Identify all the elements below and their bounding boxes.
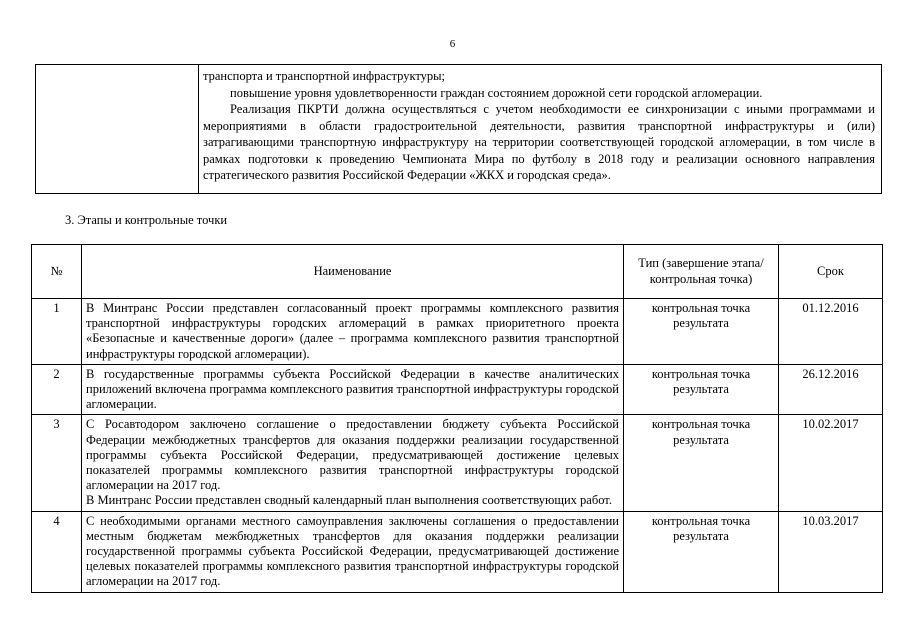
header-name: Наименование bbox=[82, 245, 624, 299]
continuation-paragraph: транспорта и транспортной инфраструктуры; bbox=[203, 69, 446, 83]
row-date: 01.12.2016 bbox=[779, 299, 883, 365]
row-name-paragraph: С Росавтодором заключено соглашение о предоставлении бюджету субъекта Российской Федерации межбюджетных трансфертов для оказания поддержки реализации государственной программы субъекта Российской Федерации, предусматривающей достижение целевых показателей программы комплексного развития транспортной инфраструктуры городской агломерации на 2017 год. bbox=[86, 417, 619, 493]
header-date: Срок bbox=[779, 245, 883, 299]
row-num: 2 bbox=[32, 364, 82, 415]
row-name-paragraph: С необходимыми органами местного самоуправления заключены соглашения о предоставлении местным бюджетам межбюджетных трансфертов для оказания поддержки реализации государственной программы субъекта Российской Федерации, предусматривающей достижение целевых показателей программы комплексного развития транспортной инфраструктуры городской агломерации на 2017 год. bbox=[86, 513, 619, 589]
continuation-left-cell bbox=[36, 65, 199, 193]
table-row bbox=[32, 415, 883, 511]
continuation-paragraph: повышение уровня удовлетворенности граждан состоянием дорожной сети городской агломерации. bbox=[230, 85, 763, 100]
row-name bbox=[82, 415, 624, 511]
section-title: 3. Этапы и контрольные точки bbox=[65, 213, 228, 227]
row-name-paragraph: В государственные программы субъекта Российской Федерации в качестве аналитических приложений включена программа комплексного развития транспортной инфраструктуры городской агломерации. bbox=[86, 366, 619, 412]
continuation-paragraph: Реализация ПКРТИ должна осуществляться с учетом необходимости ее синхронизации с иными программами и мероприятиями в области градостроительной деятельности, развития транспортной инфраструктуры и (или) затрагивающими транспортную инфраструктуру на территории соответствующей городской агломерации, в том числе в рамках подготовки к проведению Чемпионата Мира по футболу в 2018 году и реализации основного направления стратегического развития Российской Федерации «ЖКХ и городская среда». bbox=[203, 102, 875, 182]
stages-table bbox=[31, 244, 883, 593]
row-type: контрольная точка результата bbox=[624, 299, 779, 365]
row-num: 1 bbox=[32, 299, 82, 365]
row-type: контрольная точка результата bbox=[624, 415, 779, 511]
header-num: № bbox=[32, 245, 82, 299]
row-date: 26.12.2016 bbox=[779, 364, 883, 415]
page-number: 6 bbox=[449, 38, 456, 50]
row-num: 4 bbox=[32, 511, 82, 592]
row-name-paragraph: В Минтранс России представлен согласованный проект программы комплексного развития транспортной инфраструктуры городских агломераций в рамках приоритетного проекта «Безопасные и качественные дороги» (далее – программа комплексного развития транспортной инфраструктуры городской агломерации). bbox=[86, 301, 619, 361]
continuation-table bbox=[35, 64, 882, 194]
table-row bbox=[32, 364, 883, 415]
continuation-text-cell bbox=[199, 65, 881, 184]
row-name bbox=[82, 299, 624, 365]
row-date: 10.03.2017 bbox=[779, 511, 883, 592]
row-name bbox=[82, 364, 624, 415]
row-type: контрольная точка результата bbox=[624, 364, 779, 415]
row-num: 3 bbox=[32, 415, 82, 511]
row-name bbox=[82, 511, 624, 592]
table-row bbox=[32, 511, 883, 592]
row-date: 10.02.2017 bbox=[779, 415, 883, 511]
table-header-row bbox=[32, 245, 883, 299]
header-type: Тип (завершение этапа/контрольная точка) bbox=[624, 245, 779, 299]
table-row bbox=[32, 299, 883, 365]
row-name-paragraph: В Минтранс России представлен сводный календарный план выполнения соответствующих работ. bbox=[86, 493, 612, 508]
row-type: контрольная точка результата bbox=[624, 511, 779, 592]
